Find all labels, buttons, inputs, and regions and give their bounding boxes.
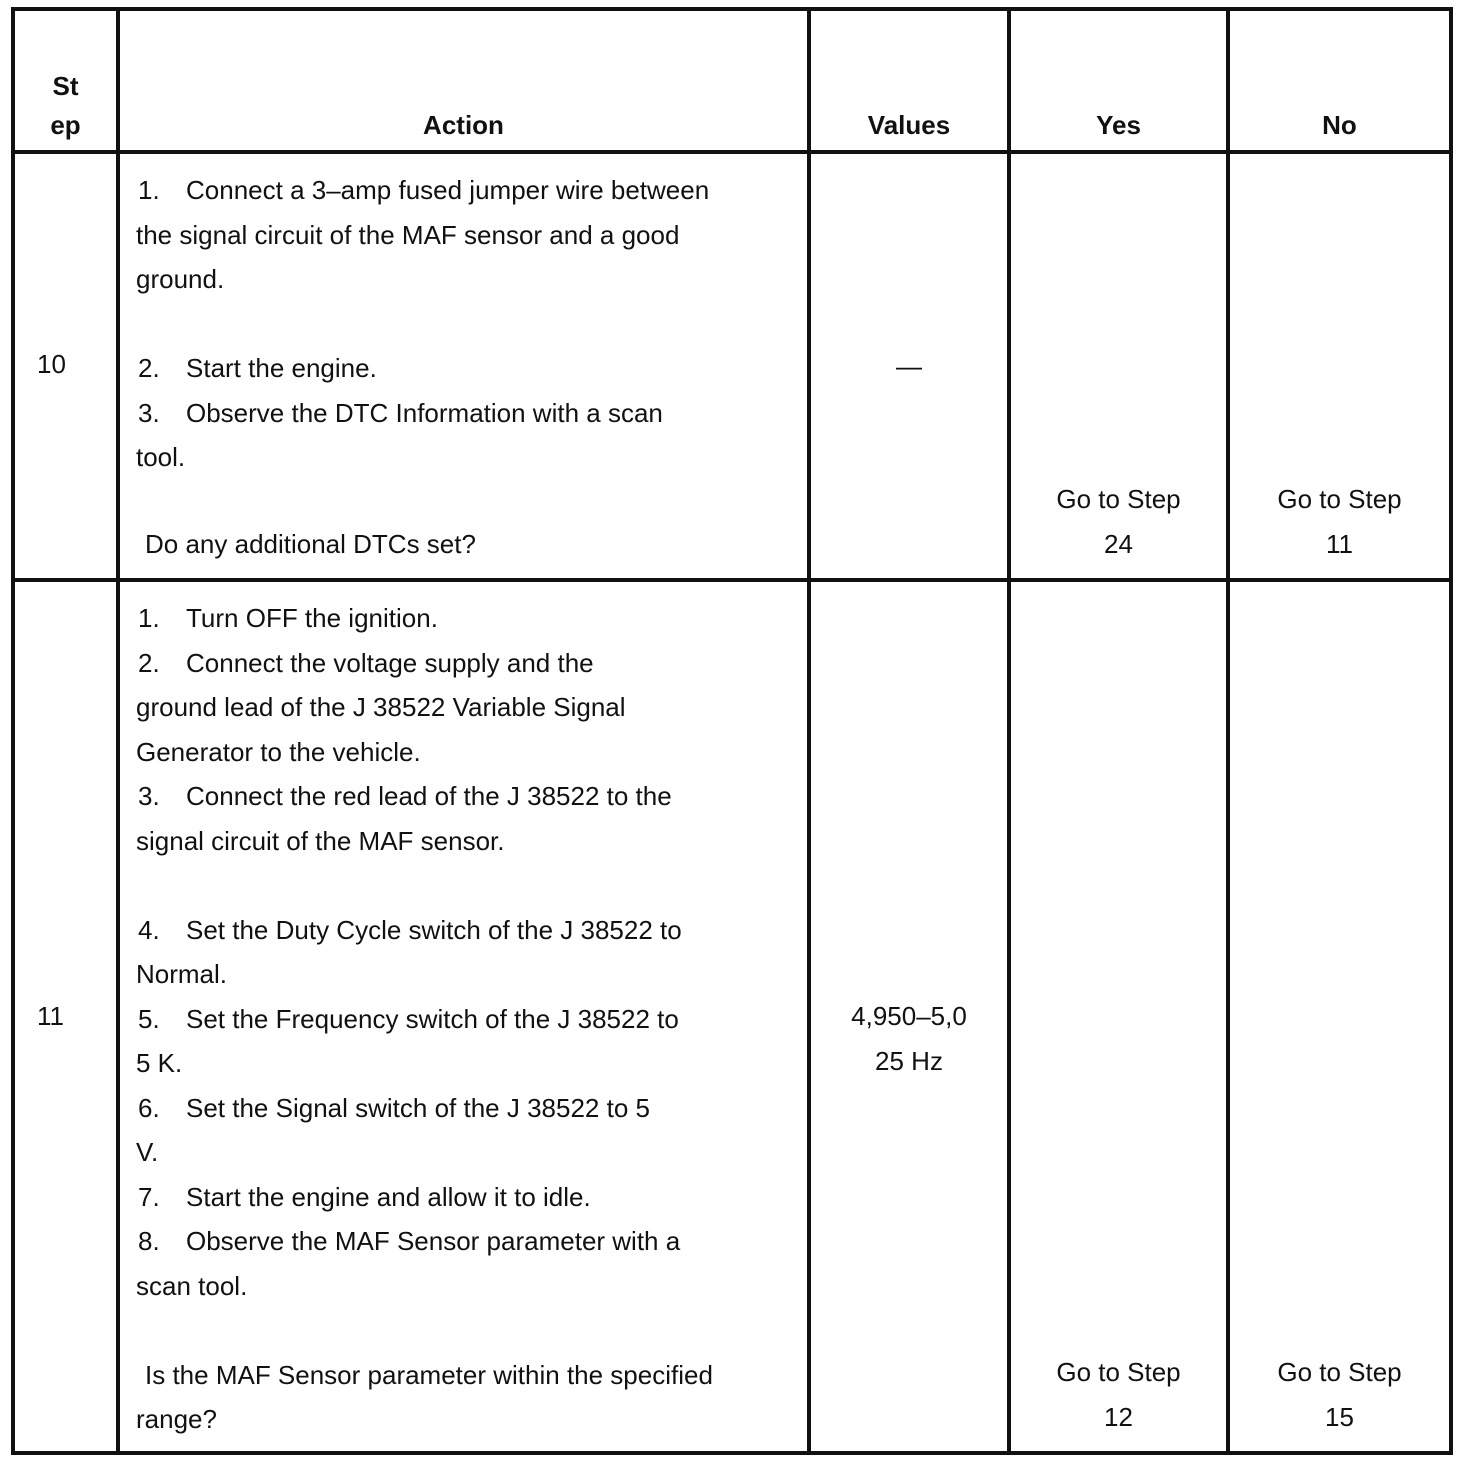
header-yes: Yes [1009,9,1228,152]
value-text: 4,950–5,0 25 Hz [851,1001,967,1076]
header-values: Values [809,9,1009,152]
header-row [13,9,1451,152]
action-cell [118,580,809,1453]
action-step-continuation: signal circuit of the MAF sensor. [136,825,505,856]
step-cell [13,152,118,580]
value-text: — [896,351,922,381]
action-cell [118,152,809,580]
action-step-continuation: Generator to the vehicle. [136,736,421,767]
no-goto: Go to Step 15 [1277,1357,1402,1432]
step-number: 11 [37,1001,64,1031]
diagnostic-table [11,7,1453,1455]
action-step-continuation: the signal circuit of the MAF sensor and a good [136,219,680,250]
action-question: Do any additional DTCs set? [145,528,476,559]
yes-goto: Go to Step 12 [1056,1357,1181,1432]
header-action: Action [118,9,809,152]
action-step: 2. Start the engine. [138,353,377,383]
action-step: 1. Connect a 3–amp fused jumper wire between [138,175,710,205]
action-step: 3. Observe the DTC Information with a scan [138,397,663,428]
table-row-step-10 [13,152,1451,580]
action-step: 3. Connect the red lead of the J 38522 to the [138,781,672,811]
action-step: 7. Start the engine and allow it to idle. [138,1181,591,1212]
yes-goto: Go to Step 24 [1056,484,1181,559]
diagnostic-table-wrapper [11,7,1449,1451]
yes-cell [1009,152,1228,580]
action-question-continuation: range? [136,1404,217,1434]
action-step-continuation: Normal. [136,959,228,989]
values-cell [809,152,1009,580]
no-goto: Go to Step 11 [1277,484,1402,559]
action-step-continuation: tool. [136,442,186,472]
action-step: 4. Set the Duty Cycle switch of the J 38522 to [138,914,682,945]
action-step-continuation: ground lead of the J 38522 Variable Signal [136,692,626,722]
action-step-continuation: scan tool. [136,1270,248,1301]
action-step-continuation: ground. [136,264,225,294]
step-number: 10 [37,349,66,379]
action-step: 2. Connect the voltage supply and the [138,647,594,678]
action-step-continuation: 5 K. [136,1048,183,1078]
action-step: 1. Turn OFF the ignition. [138,603,438,633]
action-step: 6. Set the Signal switch of the J 38522 to 5 [138,1092,650,1123]
values-cell [809,580,1009,1453]
no-cell [1228,580,1451,1453]
yes-cell [1009,580,1228,1453]
header-step: St ep [13,9,118,152]
action-step-continuation: V. [136,1137,159,1167]
action-question: Is the MAF Sensor parameter within the specified [145,1359,713,1390]
step-cell [13,580,118,1453]
no-cell [1228,152,1451,580]
table-row-step-11 [13,580,1451,1453]
action-step: 5. Set the Frequency switch of the J 38522 to [138,1003,679,1034]
action-step: 8. Observe the MAF Sensor parameter with a [138,1226,681,1256]
header-no: No [1228,9,1451,152]
